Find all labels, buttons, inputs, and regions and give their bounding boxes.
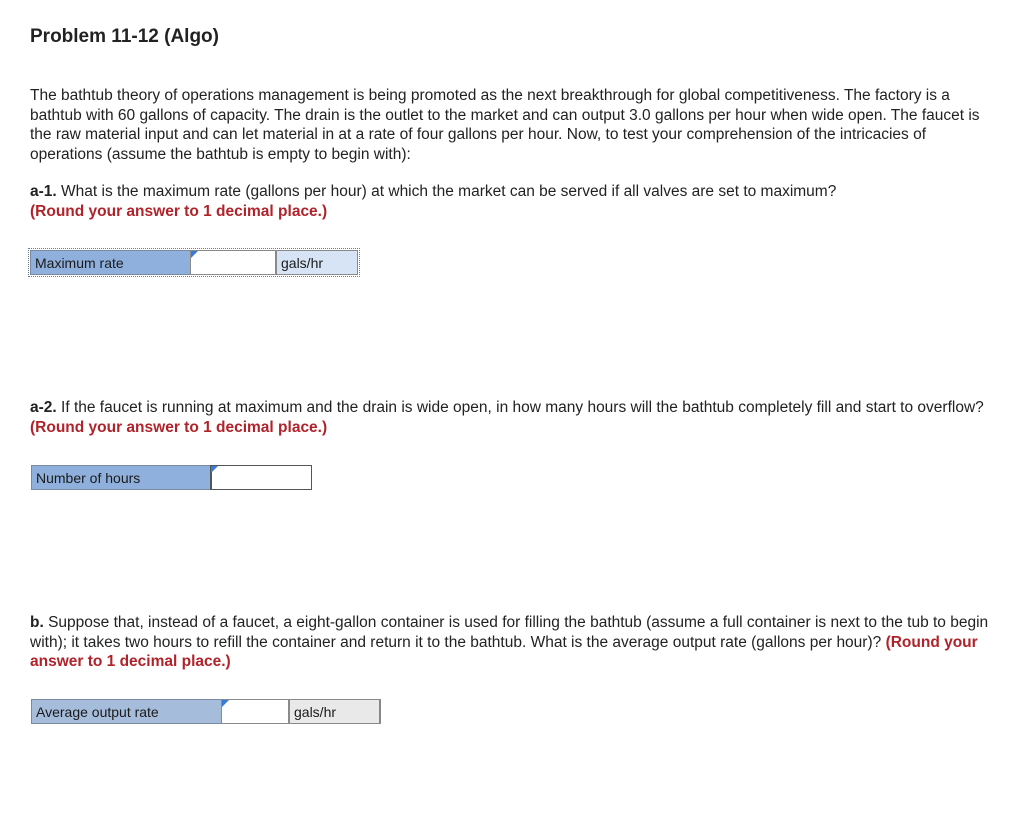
average-output-rate-input[interactable] [221, 699, 289, 724]
maximum-rate-input[interactable] [190, 250, 276, 275]
question-a1 [30, 182, 990, 221]
maximum-rate-unit: gals/hr [276, 250, 358, 275]
question-a1-tag: a-1. [30, 183, 57, 200]
number-of-hours-label: Number of hours [31, 465, 210, 490]
question-b-text: Suppose that, instead of a faucet, a eight-gallon container is used for filling the bathtub (assume a full container is next to the tub to begin with); it takes two hours to refill the container and return it to the bathtub. What is the average output rate (gallons per hour)? [30, 614, 989, 651]
maximum-rate-label: Maximum rate [30, 250, 190, 275]
question-a1-text: What is the maximum rate (gallons per hour) at which the market can be served if all valves are set to maximum? [56, 183, 837, 200]
intro-paragraph: The bathtub theory of operations management is being promoted as the next breakthrough for global competitiveness. The factory is a bathtub with 60 gallons of capacity. The drain is the outlet to the market and can output 3.0 gallons per hour when wide open. The faucet is the raw material input and can let material in at a rate of four gallons per hour. Now, to test your comprehension of the intricacies of operations (assume the bathtub is empty to begin with): [30, 87, 980, 163]
question-b-round-note: (Round your answer to 1 decimal place.) [30, 633, 978, 670]
question-a2-tag: a-2. [30, 399, 57, 416]
answer-row-maximum-rate [30, 250, 358, 275]
question-b [30, 613, 990, 672]
question-a2 [30, 398, 990, 437]
page-title: Problem 11-12 (Algo) [30, 26, 219, 47]
number-of-hours-input-wrap [210, 465, 312, 490]
average-output-rate-unit: gals/hr [289, 699, 381, 724]
number-of-hours-input[interactable] [210, 465, 312, 490]
question-a2-text: If the faucet is running at maximum and the drain is wide open, in how many hours will the bathtub completely fill and start to overflow? [56, 399, 984, 416]
question-a2-round-note: (Round your answer to 1 decimal place.) [30, 418, 328, 436]
question-b-tag: b. [30, 614, 44, 631]
answer-row-average-output-rate [31, 699, 381, 724]
average-output-rate-input-wrap [221, 699, 289, 724]
average-output-rate-label: Average output rate [31, 699, 221, 724]
answer-row-number-of-hours [31, 465, 312, 490]
question-a1-round-note: (Round your answer to 1 decimal place.) [30, 202, 328, 220]
maximum-rate-input-wrap [190, 250, 276, 275]
